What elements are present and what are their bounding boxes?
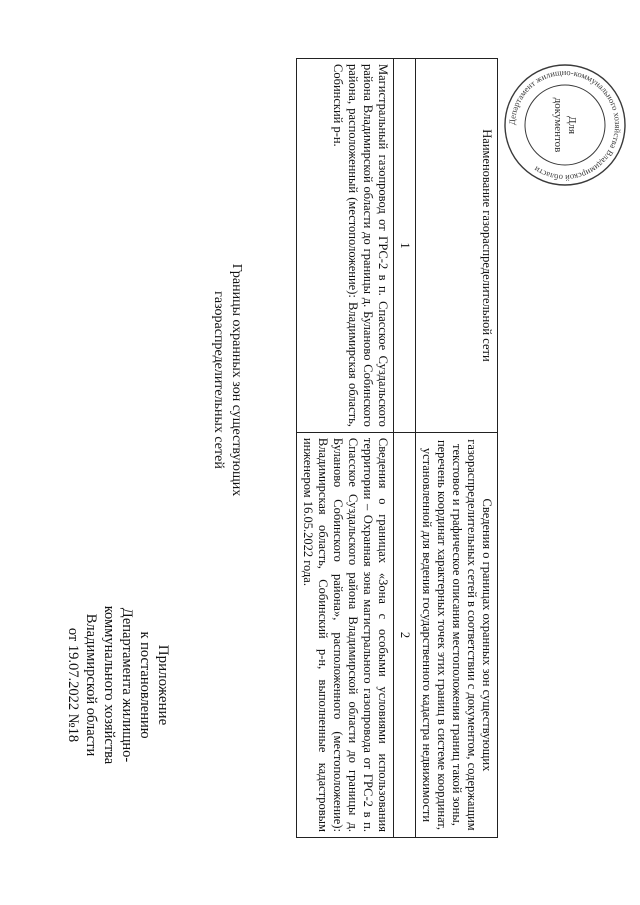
table-row	[297, 59, 394, 838]
seal-outer-ring	[505, 65, 625, 185]
seal-text-line-1: Для	[566, 115, 578, 135]
appendix-label: Приложение	[155, 644, 171, 726]
column-number-2: 2	[394, 432, 416, 837]
header-cell-name: Наименование газораспределительной сети	[416, 59, 498, 433]
column-number-1: 1	[394, 59, 416, 433]
header-cell-info: Сведения о границах охранных зон существующих газораспределительных сетей в соответствии с документом, содержащим текстовое и графическое описания местоположения границ такой зоны, перечень координат характерных точек этих границ в системе координат, установленной для ведения государственного кадастра недвижимости	[416, 432, 498, 837]
header-line-4: коммунального хозяйства	[101, 605, 117, 765]
zone-info-cell: Сведения о границах «Зона с особыми условиями использования территории – Охранная зона магистрального газопровода от ГРС-2 в п. Спасское Суздальского района Владимирской области до границы д. Буланово Собинского района», расположенного (местоположение): Владимирская область, Собинский р-н, выполненные кадастровым инженером 16.05.2022 года.	[297, 432, 394, 837]
zones-table	[296, 58, 498, 838]
table-number-row	[394, 59, 416, 838]
header-line-2: к постановлению	[137, 631, 153, 739]
header-line-3: Департамента жилищно-	[119, 607, 135, 763]
seal-ring-text: Департамент жилищно-коммунального хозяйства Владимирской области	[506, 66, 624, 184]
seal-stamp	[500, 60, 630, 190]
header-date-number: от 19.07.2022 №18	[65, 627, 81, 743]
seal-inner-ring	[525, 85, 605, 165]
network-name-cell: Магистральный газопровод от ГРС-2 в п. Спасское Суздальского района Владимирской области до границы д. Буланово Собинского района, расположенный (местоположение): Владимирская область, Собинский р-н.	[297, 59, 394, 433]
document-title: Границы охранных зон существующих газораспределительных сетей	[211, 263, 244, 497]
document-header	[64, 575, 172, 795]
header-line-5: Владимирской области	[83, 613, 99, 757]
table-header-row	[416, 59, 498, 838]
seal-text-line-2: документов	[552, 97, 564, 153]
